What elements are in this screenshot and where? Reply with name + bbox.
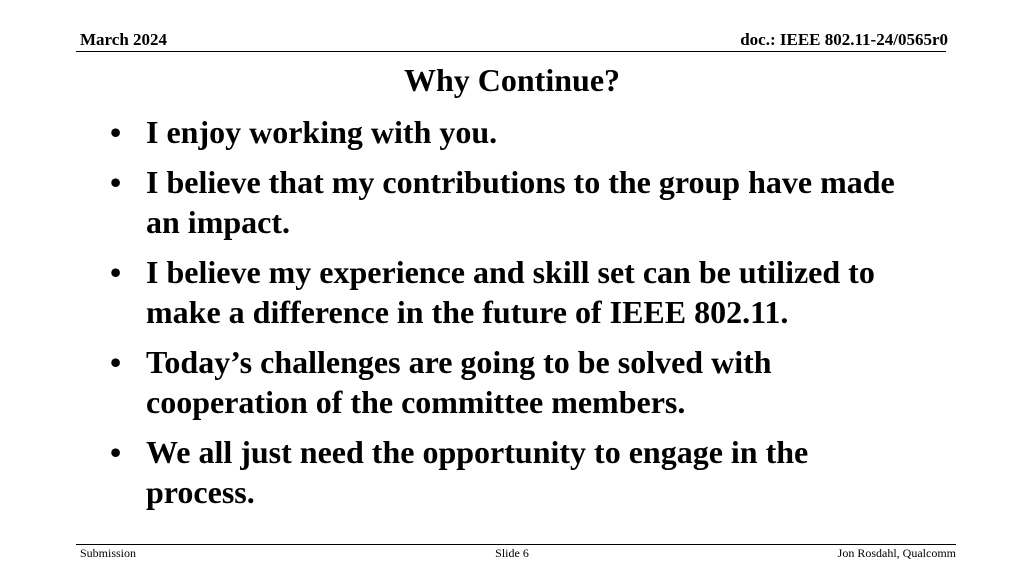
bullet-text: I enjoy working with you. — [146, 114, 498, 150]
bullet-item — [110, 432, 910, 512]
bullet-text: I believe that my contributions to the group have made an impact. — [146, 164, 895, 240]
bullet-text: Today’s challenges are going to be solved with cooperation of the committee members. — [146, 344, 772, 420]
slide-title: Why Continue? — [403, 62, 621, 98]
bullet-item — [110, 162, 910, 242]
bullet-item — [110, 342, 910, 422]
bullet-icon: • — [110, 254, 122, 290]
bullet-icon: • — [110, 164, 122, 200]
bullet-icon: • — [110, 114, 122, 150]
bullet-list — [110, 112, 910, 522]
bullet-text: We all just need the opportunity to engage in the process. — [146, 434, 809, 510]
header-doc-id: doc.: IEEE 802.11-24/0565r0 — [740, 30, 948, 49]
footer-author: Jon Rosdahl, Qualcomm — [837, 546, 956, 560]
bullet-text: I believe my experience and skill set can be utilized to make a difference in the future of IEEE 802.11. — [146, 254, 875, 330]
bullet-icon: • — [110, 434, 122, 470]
bullet-item — [110, 252, 910, 332]
header-date: March 2024 — [80, 30, 168, 49]
footer-slide-number: Slide 6 — [495, 546, 529, 560]
header-divider — [76, 51, 946, 52]
bullet-icon: • — [110, 344, 122, 380]
footer-divider — [76, 544, 956, 545]
footer-submission: Submission — [80, 546, 137, 560]
bullet-item — [110, 112, 910, 152]
